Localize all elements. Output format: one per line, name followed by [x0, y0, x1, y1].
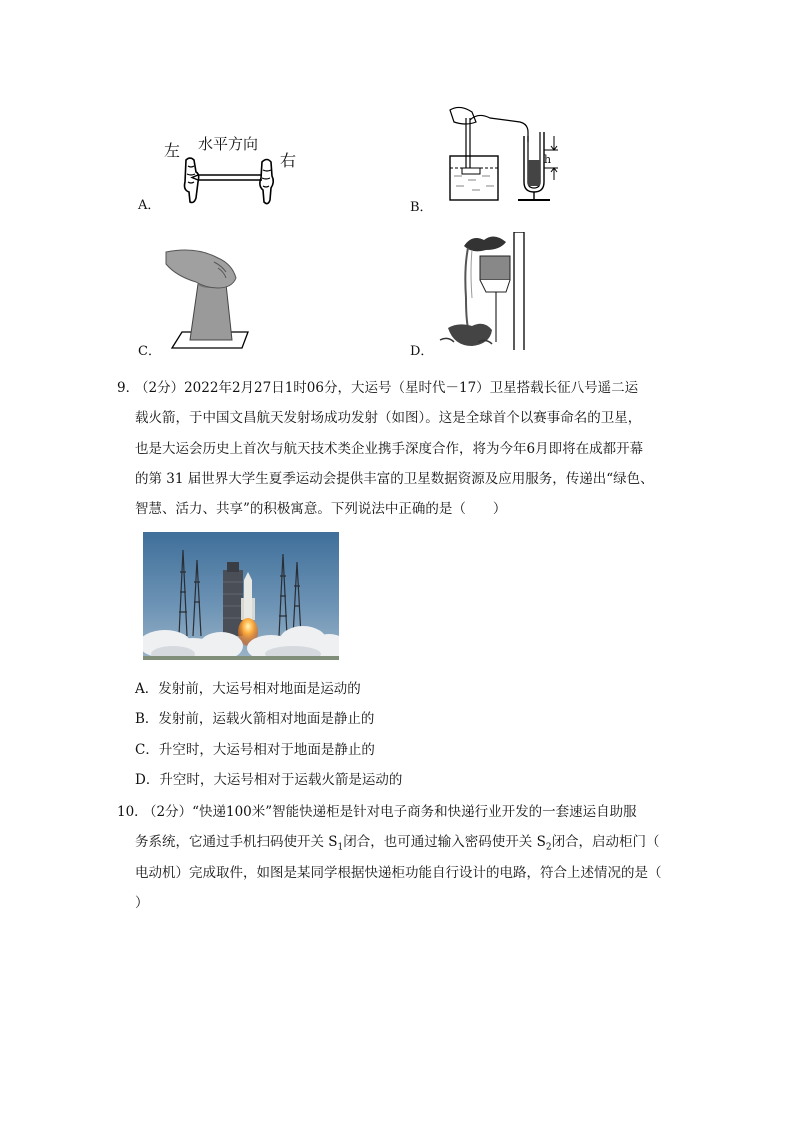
figure-a-label: A．	[138, 198, 161, 213]
question-9-line-2: 载火箭，于中国文昌航天发射场成功发射（如图）。这是全球首个以赛事命名的卫星，	[135, 410, 642, 426]
question-10-line-2-part-b: 闭合，也可通过输入密码使开关 S	[343, 834, 546, 850]
figure-a-direction-label: 水平方向	[198, 135, 259, 153]
pressure-gauge-illustration	[432, 106, 562, 206]
question-10-line-3: 电动机）完成取件，如图是某同学根据快递柜功能自行设计的电路，符合上述情况的是（	[135, 865, 662, 881]
question-9-line-4: 的第 31 届世界大学生夏季运动会提供丰富的卫星数据资源及应用服务，传递出“绿色、	[135, 471, 654, 487]
question-9-option-b[interactable]: B．发射前，运载火箭相对地面是静止的	[135, 711, 375, 727]
question-9-line-1: （2分）2022年2月27日1时06分，大运号（星时代－17）卫星搭载长征八号遥二运	[135, 380, 639, 396]
waterfall-illustration	[434, 232, 530, 352]
figure-a-right-label: 右	[280, 151, 297, 170]
figure-a-left-label: 左	[164, 141, 181, 160]
figure-b	[410, 106, 570, 215]
figure-d	[410, 232, 530, 358]
question-10-line-1: （2分）“快递100米”智能快递柜是针对电子商务和快递行业开发的一套速运自助服	[143, 804, 637, 820]
question-10-line-4: ）	[135, 895, 149, 911]
switch-s1-subscript: 1	[337, 842, 344, 853]
question-9-line-5: 智慧、活力、共享”的积极寓意。下列说法中正确的是（ ）	[135, 501, 507, 517]
question-10-line-2-part-c: 闭合，启动柜门（	[551, 834, 660, 850]
figure-b-h-label: h	[544, 153, 552, 166]
question-9-option-d[interactable]: D．升空时，大运号相对于运载火箭是运动的	[135, 772, 403, 788]
figure-c	[138, 248, 288, 358]
question-9-option-c[interactable]: C．升空时，大运号相对于地面是静止的	[135, 742, 375, 758]
cup-card-illustration	[164, 248, 274, 350]
switch-s2-subscript: 2	[545, 842, 552, 853]
hands-pencil-illustration	[180, 156, 280, 208]
figure-b-label: B．	[410, 200, 433, 215]
question-9-option-a[interactable]: A．发射前，大运号相对地面是运动的	[135, 681, 361, 697]
figure-a	[138, 128, 318, 213]
rocket-launch-photo	[143, 532, 339, 660]
question-10-line-2-part-a: 务系统，它通过手机扫码使开关 S	[135, 834, 338, 850]
question-10-line-2	[135, 830, 660, 853]
question-9-line-3: 也是大运会历史上首次与航天技术类企业携手深度合作，将为今年6月即将在成都开幕	[135, 441, 644, 457]
question-10-number: 10．	[117, 804, 148, 820]
figure-d-label: D．	[410, 344, 434, 359]
question-9-number: 9．	[117, 380, 140, 396]
figure-c-label: C．	[138, 344, 161, 359]
